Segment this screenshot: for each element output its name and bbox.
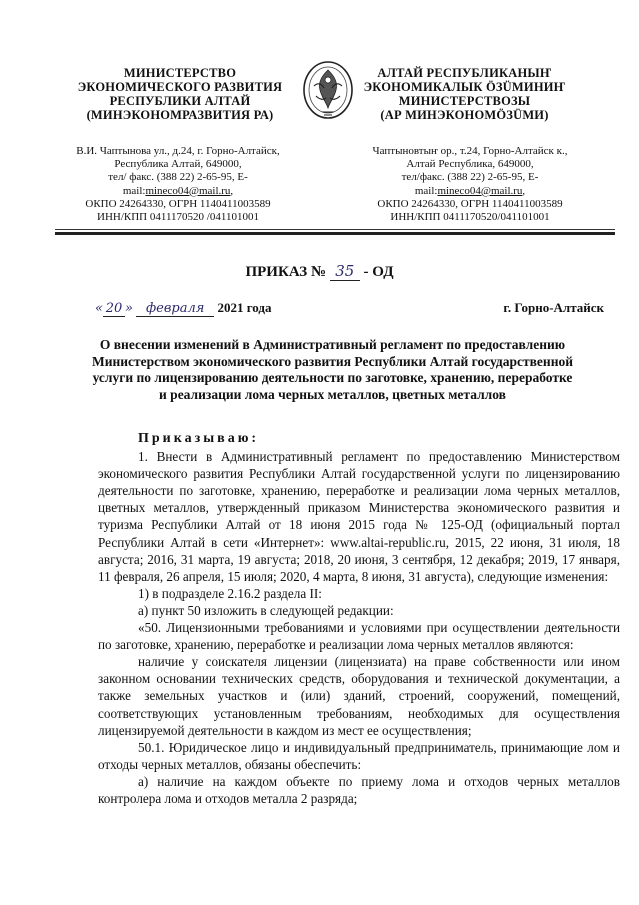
prikazyvayu-heading: Приказываю: (138, 431, 260, 446)
order-city: г. Горно-Алтайск (503, 300, 604, 315)
date-month-handwritten: февраля (136, 301, 214, 317)
ministry-name-line: МИНИСТЕРСТВОЗЫ (398, 94, 531, 108)
header-divider-thick (55, 232, 615, 235)
date-open-quote: « (95, 301, 103, 316)
address-line: тел/факс. (388 22) 2-65-95, E- (401, 171, 539, 184)
address-block-altai (335, 145, 605, 224)
address-email-line (335, 185, 605, 198)
address-line: Республика Алтай, 649000, (114, 158, 242, 171)
email-suffix: , (230, 184, 234, 197)
body-paragraph: наличие у соискателя лицензии (лицензиата) на праве собственности или ином законном основании технических средств, оборудования и технической документации, а также земельных участков и (или) зданий, строений, сооружений, помещений, соответствующих установленным требованиям, необходимых для осуществления лицензируемой деятельности в каждом из мест ее осуществления; (98, 654, 620, 738)
address-line: тел/ факс. (388 22) 2-65-95, E- (108, 171, 248, 184)
ministry-name-russian (55, 66, 305, 122)
email-link[interactable]: mineco04@mail.ru (145, 184, 231, 197)
ministry-name-altai (332, 66, 597, 122)
header-divider-thin (55, 229, 615, 230)
date-day-handwritten: 20 (103, 301, 125, 317)
ministry-name-line: (АР МИНЭКОНОМÖЗÜМИ) (380, 108, 549, 122)
email-link[interactable]: mineco04@mail.ru (437, 184, 523, 197)
email-prefix: mail: (122, 184, 146, 197)
order-date (95, 300, 271, 317)
email-prefix: mail: (414, 184, 438, 197)
date-year: 2021 года (217, 300, 272, 315)
address-line: Алтай Республика, 649000, (406, 158, 534, 171)
body-paragraph: а) пункт 50 изложить в следующей редакции: (138, 602, 394, 618)
ministry-name-line: АЛТАЙ РЕСПУБЛИКАНЫҤ (377, 66, 552, 80)
order-heading (0, 262, 639, 281)
address-line: В.И. Чаптынова ул., д.24, г. Горно-Алтайск, (76, 145, 280, 157)
ministry-name-line: РЕСПУБЛИКИ АЛТАЙ (109, 94, 251, 108)
ministry-name-line: МИНИСТЕРСТВО (123, 66, 237, 80)
body-paragraph: 1. Внести в Административный регламент по предоставлению Министерством экономического развития Республики Алтай государственной услуги по лицензированию деятельности по заготовке, хранению, переработке и реализации лома черных металлов, цветных металлов, утвержденный приказом Министерства экономического развития и туризма Республики Алтай от 18 июня 2015 года № 125-ОД (официальный портал Республики Алтай в сети «Интернет»: www.altai-republic.ru, 2015, 22 июня, 31 июля, 18 августа; 2016, 31 марта, 19 августа; 2018, 20 июня, 3 сентября, 12 декабря; 2019, 17 января, 11 февраля, 26 апреля, 15 июля; 2020, 4 марта, 8 июня, 31 августа), следующие изменения: (98, 449, 620, 584)
order-prefix: ПРИКАЗ № (245, 264, 327, 280)
document-body (98, 430, 620, 807)
address-line: ИНН/КПП 0411170520 /041101001 (97, 211, 259, 224)
order-number-handwritten: 35 (330, 262, 360, 281)
email-suffix: , (522, 184, 526, 197)
body-paragraph: «50. Лицензионными требованиями и условиями при осуществлении деятельности по заготовке, хранению, переработке и реализации лома черных металлов являются: (98, 620, 620, 653)
order-suffix: - ОД (363, 264, 394, 280)
address-email-line (48, 185, 308, 198)
date-close-quote: » (124, 301, 133, 316)
address-block-russian (48, 145, 308, 224)
body-paragraph: а) наличие на каждом объекте по приему лома и отходов черных металлов контролера лома и отходов металла 2 разряда; (98, 773, 620, 806)
body-paragraph: 1) в подразделе 2.16.2 раздела II: (138, 585, 322, 601)
address-line: ОКПО 24264330, ОГРН 1140411003589 (85, 197, 271, 210)
document-title: О внесении изменений в Административный регламент по предоставлению Министерством экономического развития Республики Алтай государственной услуги по лицензированию деятельности по заготовке, хранению, переработке и реализации лома черных металлов, цветных металлов (91, 337, 573, 402)
address-line: ИНН/КПП 0411170520/041101001 (390, 211, 550, 224)
ministry-name-line: ЭКОНОМИКАЛЫК ÖЗÜМИНИҤ (363, 80, 566, 94)
ministry-name-line: (МИНЭКОНОМРАЗВИТИЯ РА) (86, 108, 274, 122)
body-paragraph: 50.1. Юридическое лицо и индивидуальный предприниматель, принимающие лом и отходы черных металлов, обязаны обеспечить: (98, 739, 620, 772)
address-line: ОКПО 24264330, ОГРН 1140411003589 (377, 197, 563, 210)
address-line: Чаптыновтыҥ ор., т.24, Горно-Алтайск к., (372, 145, 568, 157)
ministry-name-line: ЭКОНОМИЧЕСКОГО РАЗВИТИЯ (77, 80, 283, 94)
